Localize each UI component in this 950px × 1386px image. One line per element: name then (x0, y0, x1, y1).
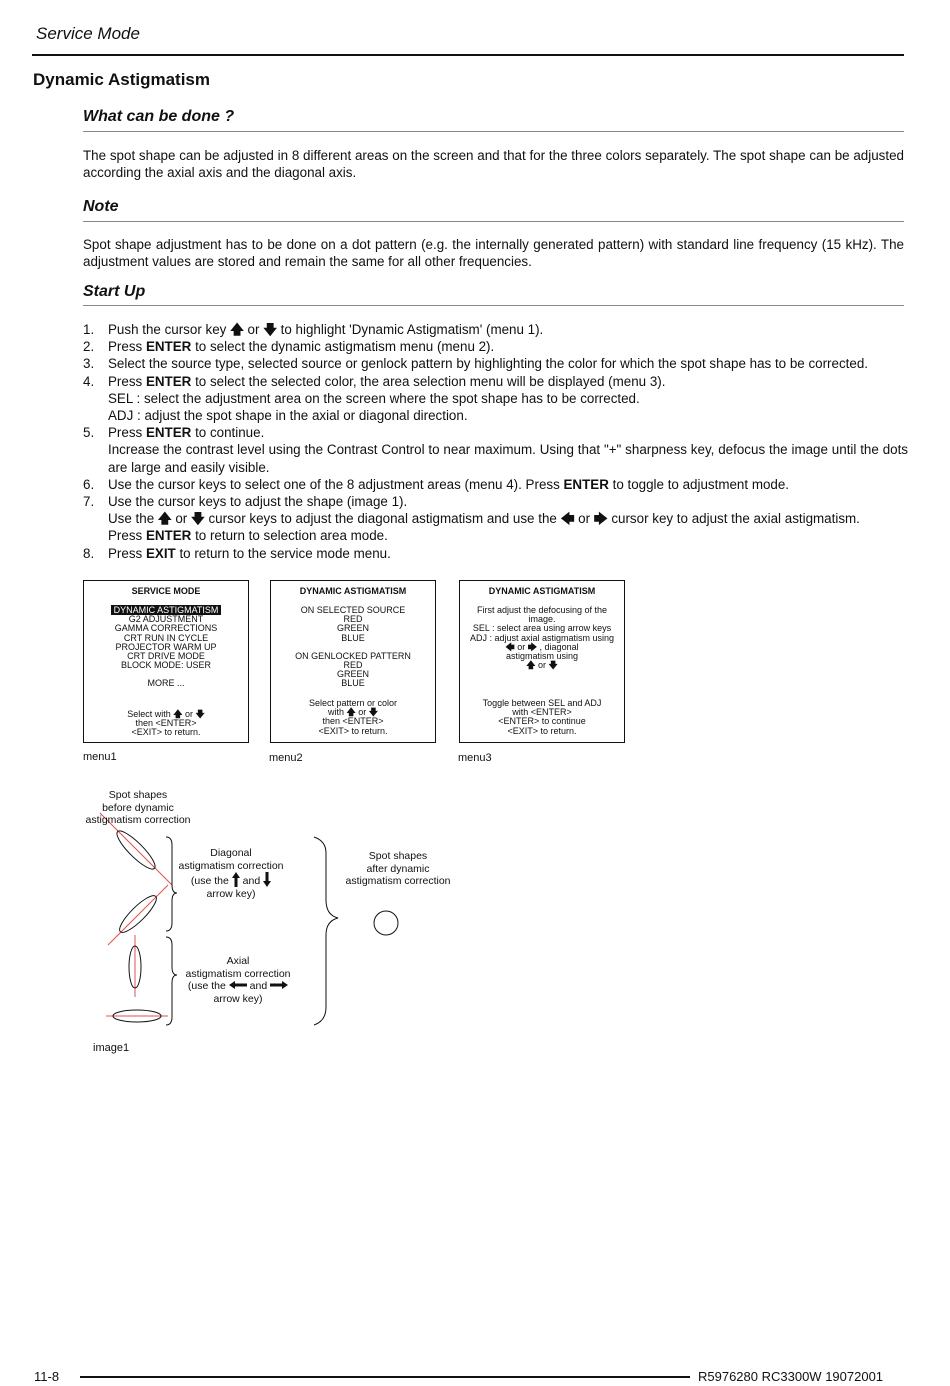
page-title: Dynamic Astigmatism (33, 70, 210, 89)
step-text: cursor keys to adjust the diagonal astigmatism and use the (204, 511, 561, 527)
step-3 (83, 355, 908, 372)
menu-footer-text: <EXIT> to return. (318, 725, 388, 736)
arrow-right-icon (270, 981, 288, 989)
step-8 (83, 545, 908, 562)
key-name: ENTER (145, 373, 192, 389)
section-heading-what: What can be done ? (83, 108, 235, 125)
menu-text: , diagonal (537, 641, 579, 652)
label-text: and (239, 875, 261, 887)
footer-rule (80, 1376, 690, 1378)
spot-shape-diagonal-2 (108, 885, 168, 945)
step-number: 4. (83, 373, 95, 389)
label-text: (use the (187, 980, 229, 992)
menu-footer-text: with <ENTER> (512, 707, 572, 718)
label-line (176, 980, 300, 993)
menu-item: GAMMA CORRECTIONS (114, 623, 218, 634)
menu-item: ON GENLOCKED PATTERN (295, 650, 411, 661)
key-name: ENTER (145, 528, 192, 544)
menu-title: DYNAMIC ASTIGMATISM (488, 586, 596, 596)
step-5 (83, 424, 908, 441)
section-rule (83, 131, 904, 132)
label-line: Axial (226, 955, 250, 967)
step-4-sel: SEL : select the adjustment area on the screen where the spot shape has to be corrected. (108, 390, 640, 406)
menu-footer-text: then <ENTER> (135, 718, 197, 729)
step-2 (83, 338, 908, 355)
menu-footer-text: or (355, 707, 369, 718)
menu-item: BLOCK MODE: USER (120, 660, 212, 671)
label-line: arrow key) (206, 887, 256, 900)
startup-steps (83, 321, 908, 562)
step-text: to return to selection area mode. (191, 528, 388, 544)
menu-footer-text: <EXIT> to return. (507, 725, 577, 736)
label-line: Spot shapes (108, 789, 168, 801)
menu-item: BLUE (341, 678, 365, 689)
step-7 (83, 493, 908, 510)
spot-shape-after (374, 911, 398, 935)
menu-item: CRT RUN IN CYCLE (123, 632, 209, 643)
step-number: 2. (83, 339, 95, 355)
menu-item: GREEN (336, 623, 369, 634)
menu-item: G2 ADJUSTMENT (128, 614, 204, 625)
menu-text: or (514, 641, 528, 652)
step-text: Press (108, 425, 146, 441)
arrow-down-icon: 🡇 (191, 511, 205, 527)
menu-item: RED (343, 614, 363, 625)
label-line: astigmatism correction (345, 875, 451, 887)
image-1-caption: image1 (93, 1042, 130, 1054)
menu-title: DYNAMIC ASTIGMATISM (299, 586, 407, 596)
step-number: 1. (83, 322, 95, 337)
menu-1-box (83, 580, 249, 743)
arrow-up-icon: 🡅 (173, 709, 183, 719)
key-name: ENTER (145, 425, 192, 441)
step-text: Use the (108, 511, 158, 527)
brace-right (314, 837, 338, 1025)
arrow-up-icon (232, 872, 240, 887)
step-text: to toggle to adjustment mode. (608, 476, 790, 492)
document-reference: R5976280 RC3300W 19072001 (698, 1369, 884, 1384)
menu-text: or (535, 660, 549, 671)
arrow-down-icon: 🡇 (195, 709, 205, 719)
step-text: or (243, 322, 264, 337)
arrow-up-icon: 🡅 (230, 322, 244, 337)
label-before (78, 789, 198, 827)
label-line (168, 872, 294, 888)
label-line: astigmatism correction (85, 814, 191, 826)
step-text: Press (108, 545, 146, 561)
menu-text: image. (528, 614, 556, 625)
arrow-left-icon: 🡄 (560, 511, 575, 527)
menu-footer-text: Select with (127, 709, 174, 719)
menu-3-box (459, 580, 625, 743)
arrow-up-icon: 🡅 (346, 707, 356, 718)
menu-item: RED (343, 660, 363, 671)
paragraph-note: Spot shape adjustment has to be done on a dot pattern (e.g. the internally generated pattern) with standard line frequency (15 kHz). The adjustment values are stored and remain the same for all other frequencies. (83, 237, 904, 269)
menu-text: First adjust the defocusing of the (476, 605, 608, 615)
menu-footer-text: then <ENTER> (322, 716, 384, 727)
step-text: Use the cursor keys to select one of the 8 adjustment areas (menu 4). Press (108, 476, 564, 492)
section-heading-note: Note (83, 198, 119, 215)
label-text: (use the (190, 875, 232, 887)
step-number: 7. (83, 494, 95, 510)
arrow-down-icon: 🡇 (263, 322, 277, 337)
step-text: to continue. (191, 425, 265, 441)
menu-footer-text: or (182, 709, 196, 719)
step-7-line-2 (83, 510, 908, 527)
arrow-right-icon: 🡆 (527, 641, 538, 652)
spot-shape-axial-2 (106, 1010, 168, 1022)
label-line: before dynamic (102, 801, 174, 814)
step-number: 5. (83, 425, 95, 441)
step-text: to select the dynamic astigmatism menu (menu 2). (191, 339, 495, 355)
menu-text: ADJ : adjust axial astigmatism using (469, 632, 615, 643)
key-name: ENTER (563, 476, 609, 492)
paragraph-what: The spot shape can be adjusted in 8 different areas on the screen and that for the three colors separately. The spot shape can be adjusted according the axial axis and the diagonal axis. (83, 148, 904, 180)
step-1 (83, 321, 908, 338)
label-line: astigmatism correction (185, 967, 291, 980)
step-number: 8. (83, 545, 95, 561)
label-line: arrow key) (213, 992, 263, 1005)
header-rule (32, 54, 904, 56)
step-number: 3. (83, 356, 95, 372)
label-text: and (246, 980, 268, 992)
arrow-down-icon: 🡇 (368, 707, 379, 718)
arrow-up-icon: 🡅 (157, 511, 172, 527)
spot-shape-axial-1 (129, 935, 141, 997)
menu-item: BLUE (341, 632, 365, 643)
menu-footer-text: Toggle between SEL and ADJ (482, 698, 602, 708)
menu-title: SERVICE MODE (131, 586, 201, 596)
menu-2-box (270, 580, 436, 743)
step-text: or (171, 511, 191, 527)
menu-footer-text: <ENTER> to continue (498, 716, 586, 727)
step-4 (83, 373, 908, 390)
arrow-right-icon: 🡆 (593, 511, 608, 527)
menu-footer-text: with (327, 707, 347, 718)
arrow-up-icon: 🡅 (526, 660, 536, 671)
arrow-down-icon: 🡇 (548, 660, 558, 671)
arrow-left-icon (229, 981, 247, 989)
label-line: astigmatism correction (178, 859, 284, 872)
menu-text: astigmatism using (505, 651, 579, 662)
label-axial (176, 955, 300, 1005)
menu-1-caption: menu1 (83, 751, 117, 763)
step-4-adj: ADJ : adjust the spot shape in the axial or diagonal direction. (108, 408, 468, 424)
arrow-down-icon (263, 872, 271, 887)
label-line: Spot shapes (368, 850, 428, 862)
menu-item: GREEN (336, 669, 369, 680)
menu-item: PROJECTOR WARM UP (115, 641, 217, 652)
step-6 (83, 476, 908, 493)
menu-item-highlighted: DYNAMIC ASTIGMATISM (111, 605, 222, 615)
menu-footer-text: <EXIT> to return. (131, 727, 201, 738)
step-7-line-3 (83, 527, 908, 544)
step-5-extra: Increase the contrast level using the Contrast Control to near maximum. Using that "+" sharpness key, defocus the image until the dots are large and easily visible. (108, 442, 908, 475)
menu-item-more: MORE ... (147, 678, 185, 689)
step-text: Select the source type, selected source or genlock pattern by highlighting the color for which the spot shape has to be corrected. (108, 356, 868, 372)
step-text: Press (108, 339, 146, 355)
menu-3-caption: menu3 (458, 752, 492, 764)
label-after (338, 850, 458, 888)
section-rule (83, 305, 904, 306)
step-text: Press (108, 373, 146, 389)
page-number: 11-8 (34, 1369, 60, 1384)
step-number: 6. (83, 476, 95, 492)
label-line: Diagonal (210, 847, 252, 859)
label-diagonal (168, 847, 294, 900)
menu-item: CRT DRIVE MODE (127, 651, 205, 662)
section-rule (83, 221, 904, 222)
menu-2-caption: menu2 (269, 752, 303, 764)
step-text: to return to the service mode menu. (175, 545, 391, 561)
menu-footer-text: Select pattern or color (308, 698, 398, 708)
key-name: ENTER (145, 339, 192, 355)
step-text: Use the cursor keys to adjust the shape (image 1). (108, 494, 408, 510)
step-text: to select the selected color, the area selection menu will be displayed (menu 3). (191, 373, 666, 389)
step-text: or (574, 511, 594, 527)
step-text: Press (108, 528, 146, 544)
key-name: EXIT (145, 545, 176, 561)
step-text: to highlight 'Dynamic Astigmatism' (menu 1). (276, 322, 544, 337)
arrow-left-icon: 🡄 (505, 641, 515, 652)
menu-text: SEL : select area using arrow keys (472, 623, 612, 634)
running-header: Service Mode (36, 24, 140, 43)
section-heading-startup: Start Up (83, 283, 146, 300)
menu-item: ON SELECTED SOURCE (300, 605, 406, 615)
label-line: after dynamic (366, 862, 430, 875)
step-text: Push the cursor key (108, 322, 231, 337)
step-text: cursor key to adjust the axial astigmatism. (607, 511, 860, 527)
